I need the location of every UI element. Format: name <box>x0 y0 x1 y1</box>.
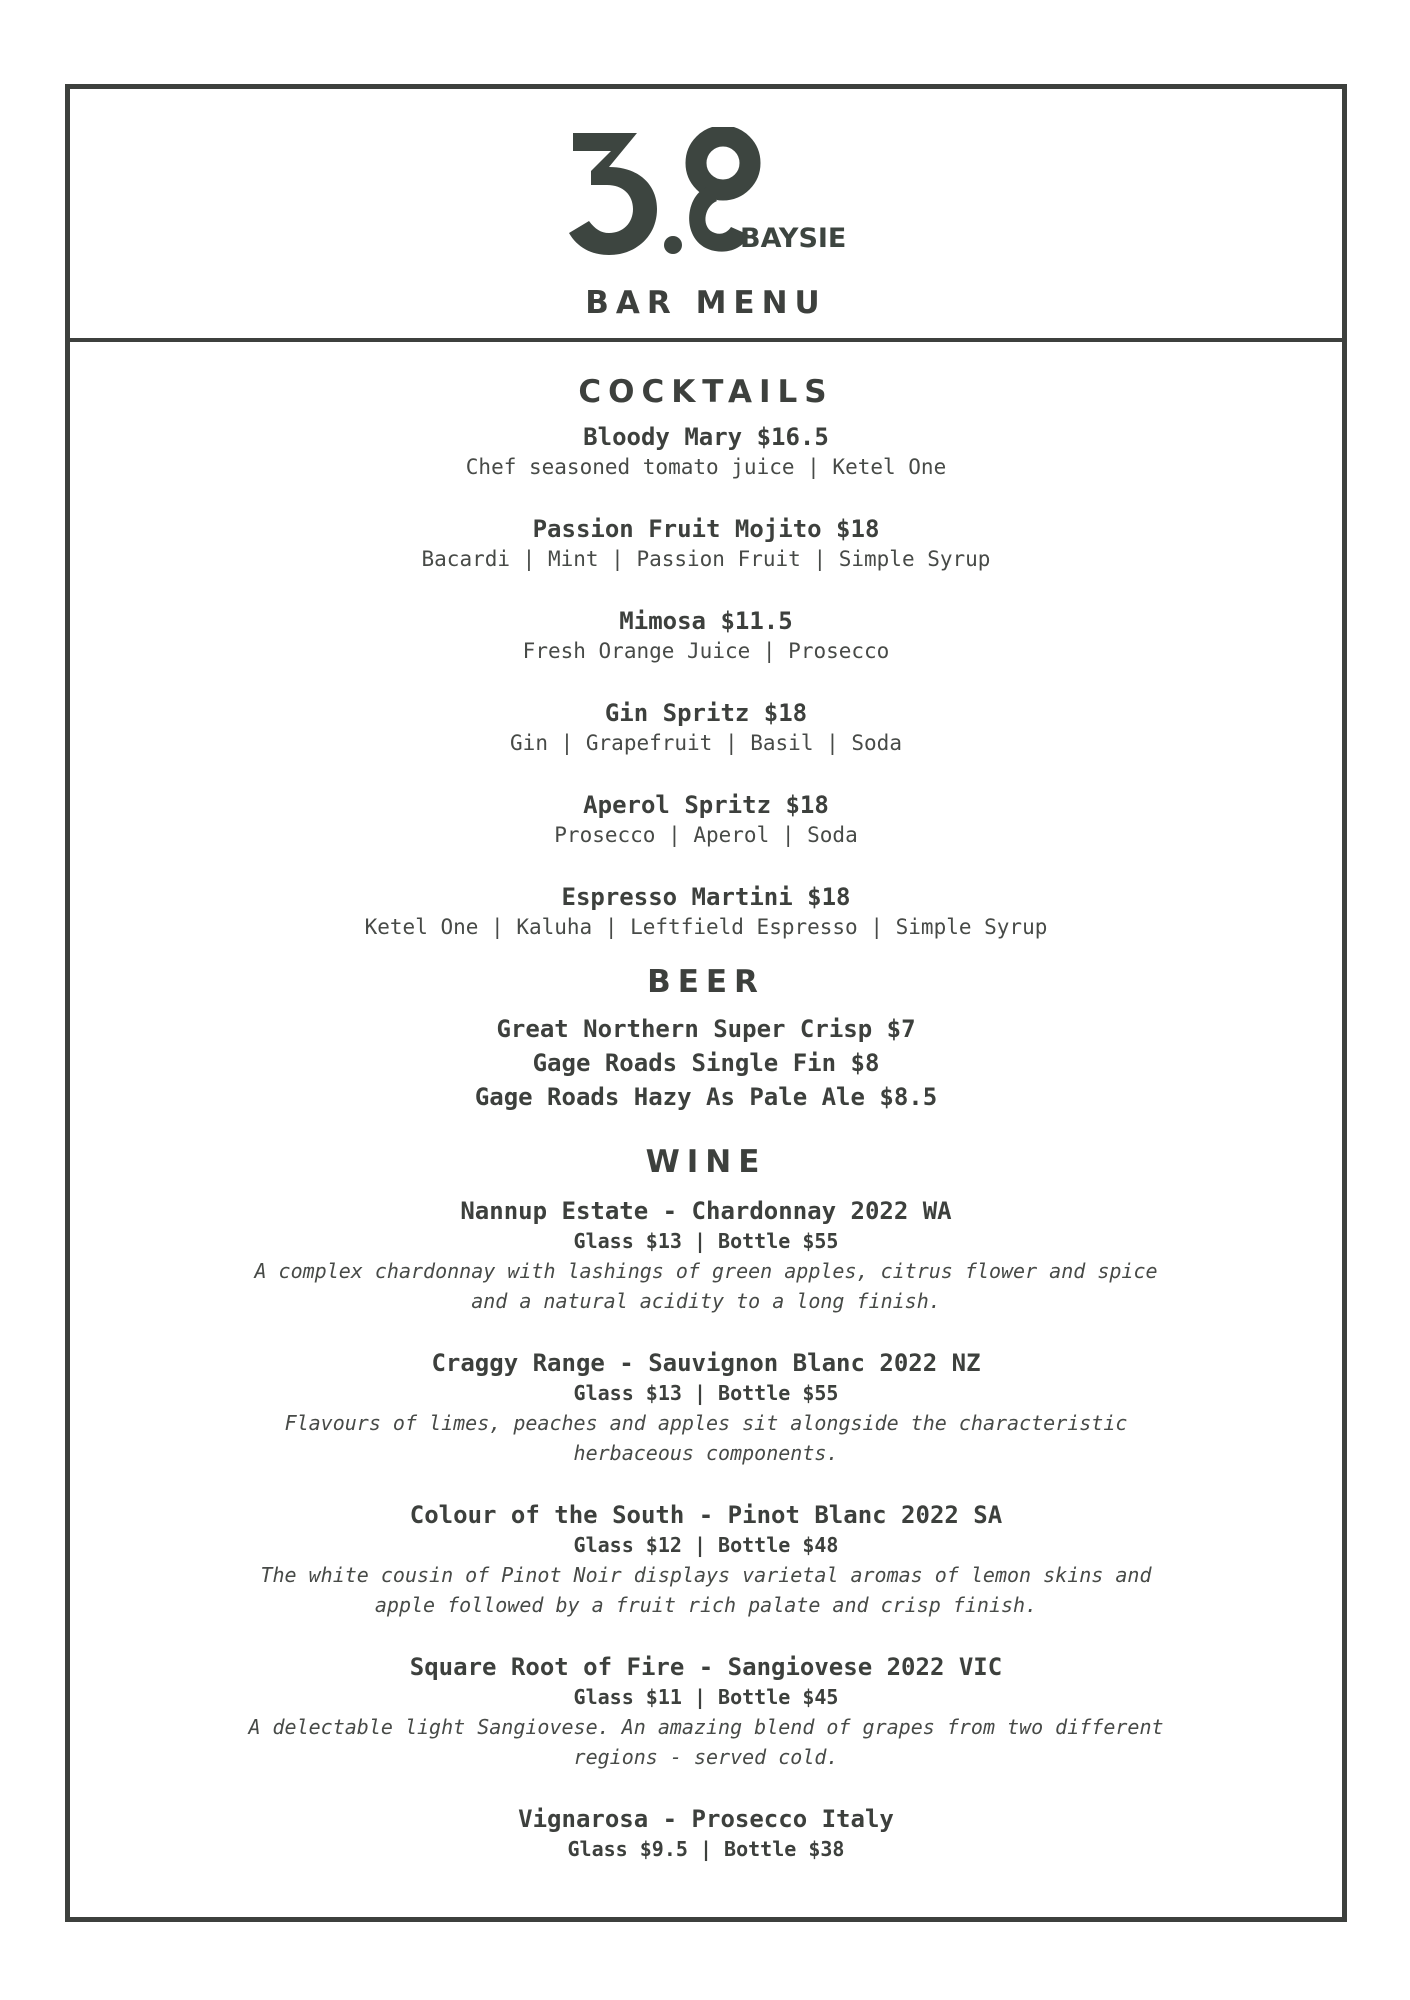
cocktail-ingredients: Ketel One | Kaluha | Leftfield Espresso | Simple Syrup <box>364 915 1048 939</box>
wine-description: A complex chardonnay with lashings of green apples, citrus flower and spice <box>254 1259 1158 1283</box>
beer-item: Gage Roads Single Fin $8 <box>532 1049 880 1077</box>
cocktail-item <box>70 882 1342 942</box>
brand-text: BAYSIE <box>740 223 847 254</box>
wine-item <box>70 1196 1342 1316</box>
wine-item <box>70 1652 1342 1772</box>
wine-name: Colour of the South - Pinot Blanc 2022 SA <box>409 1501 1003 1529</box>
cocktail-ingredients: Bacardi | Mint | Passion Fruit | Simple Syrup <box>421 547 991 571</box>
wine-description: and a natural acidity to a long finish. <box>471 1289 941 1313</box>
wine-item <box>70 1348 1342 1468</box>
cocktail-name: Aperol Spritz $18 <box>583 791 829 819</box>
wine-description: A delectable light Sangiovese. An amazing blend of grapes from two different <box>248 1715 1164 1739</box>
cocktail-name: Bloody Mary $16.5 <box>583 423 829 451</box>
cocktail-item <box>70 606 1342 666</box>
menu-content <box>70 342 1342 1864</box>
cocktail-ingredients: Fresh Orange Juice | Prosecco <box>522 639 890 663</box>
cocktail-name: Gin Spritz $18 <box>604 699 808 727</box>
menu-title: BAR MENU <box>585 285 827 321</box>
cocktail-ingredients: Prosecco | Aperol | Soda <box>554 823 858 847</box>
cocktail-name: Passion Fruit Mojito $18 <box>532 515 880 543</box>
cocktail-ingredients: Gin | Grapefruit | Basil | Soda <box>510 731 902 755</box>
cocktail-item <box>70 422 1342 482</box>
wine-description: apple followed by a fruit rich palate and crisp finish. <box>374 1593 1038 1617</box>
brand-logo <box>565 127 855 257</box>
cocktail-item <box>70 514 1342 574</box>
wine-price: Glass $13 | Bottle $55 <box>573 1381 839 1405</box>
wine-item <box>70 1804 1342 1864</box>
wine-price: Glass $13 | Bottle $55 <box>573 1229 839 1253</box>
cocktail-ingredients: Chef seasoned tomato juice | Ketel One <box>465 455 947 479</box>
wine-description: Flavours of limes, peaches and apples sit alongside the characteristic <box>284 1411 1128 1435</box>
beer-item: Gage Roads Hazy As Pale Ale $8.5 <box>474 1083 938 1111</box>
menu-header <box>70 89 1342 342</box>
wine-item <box>70 1500 1342 1620</box>
wine-description: regions - served cold. <box>573 1745 839 1769</box>
cocktails-heading: COCKTAILS <box>578 374 834 410</box>
cocktail-item <box>70 698 1342 758</box>
wine-name: Craggy Range - Sauvignon Blanc 2022 NZ <box>431 1349 981 1377</box>
wine-price: Glass $12 | Bottle $48 <box>573 1533 839 1557</box>
beer-heading: BEER <box>647 964 765 1000</box>
cocktail-name: Mimosa $11.5 <box>619 607 793 635</box>
wine-description: herbaceous components. <box>573 1441 839 1465</box>
menu-frame <box>65 84 1347 1922</box>
cocktail-item <box>70 790 1342 850</box>
wine-name: Square Root of Fire - Sangiovese 2022 VIC <box>409 1653 1003 1681</box>
wine-description: The white cousin of Pinot Noir displays varietal aromas of lemon skins and <box>260 1563 1152 1587</box>
wine-price: Glass $9.5 | Bottle $38 <box>567 1837 845 1861</box>
wine-name: Nannup Estate - Chardonnay 2022 WA <box>460 1197 952 1225</box>
wine-heading: WINE <box>645 1144 767 1180</box>
cocktail-name: Espresso Martini $18 <box>561 883 851 911</box>
beer-item: Great Northern Super Crisp $7 <box>496 1015 916 1043</box>
wine-name: Vignarosa - Prosecco Italy <box>518 1805 894 1833</box>
wine-price: Glass $11 | Bottle $45 <box>573 1685 839 1709</box>
